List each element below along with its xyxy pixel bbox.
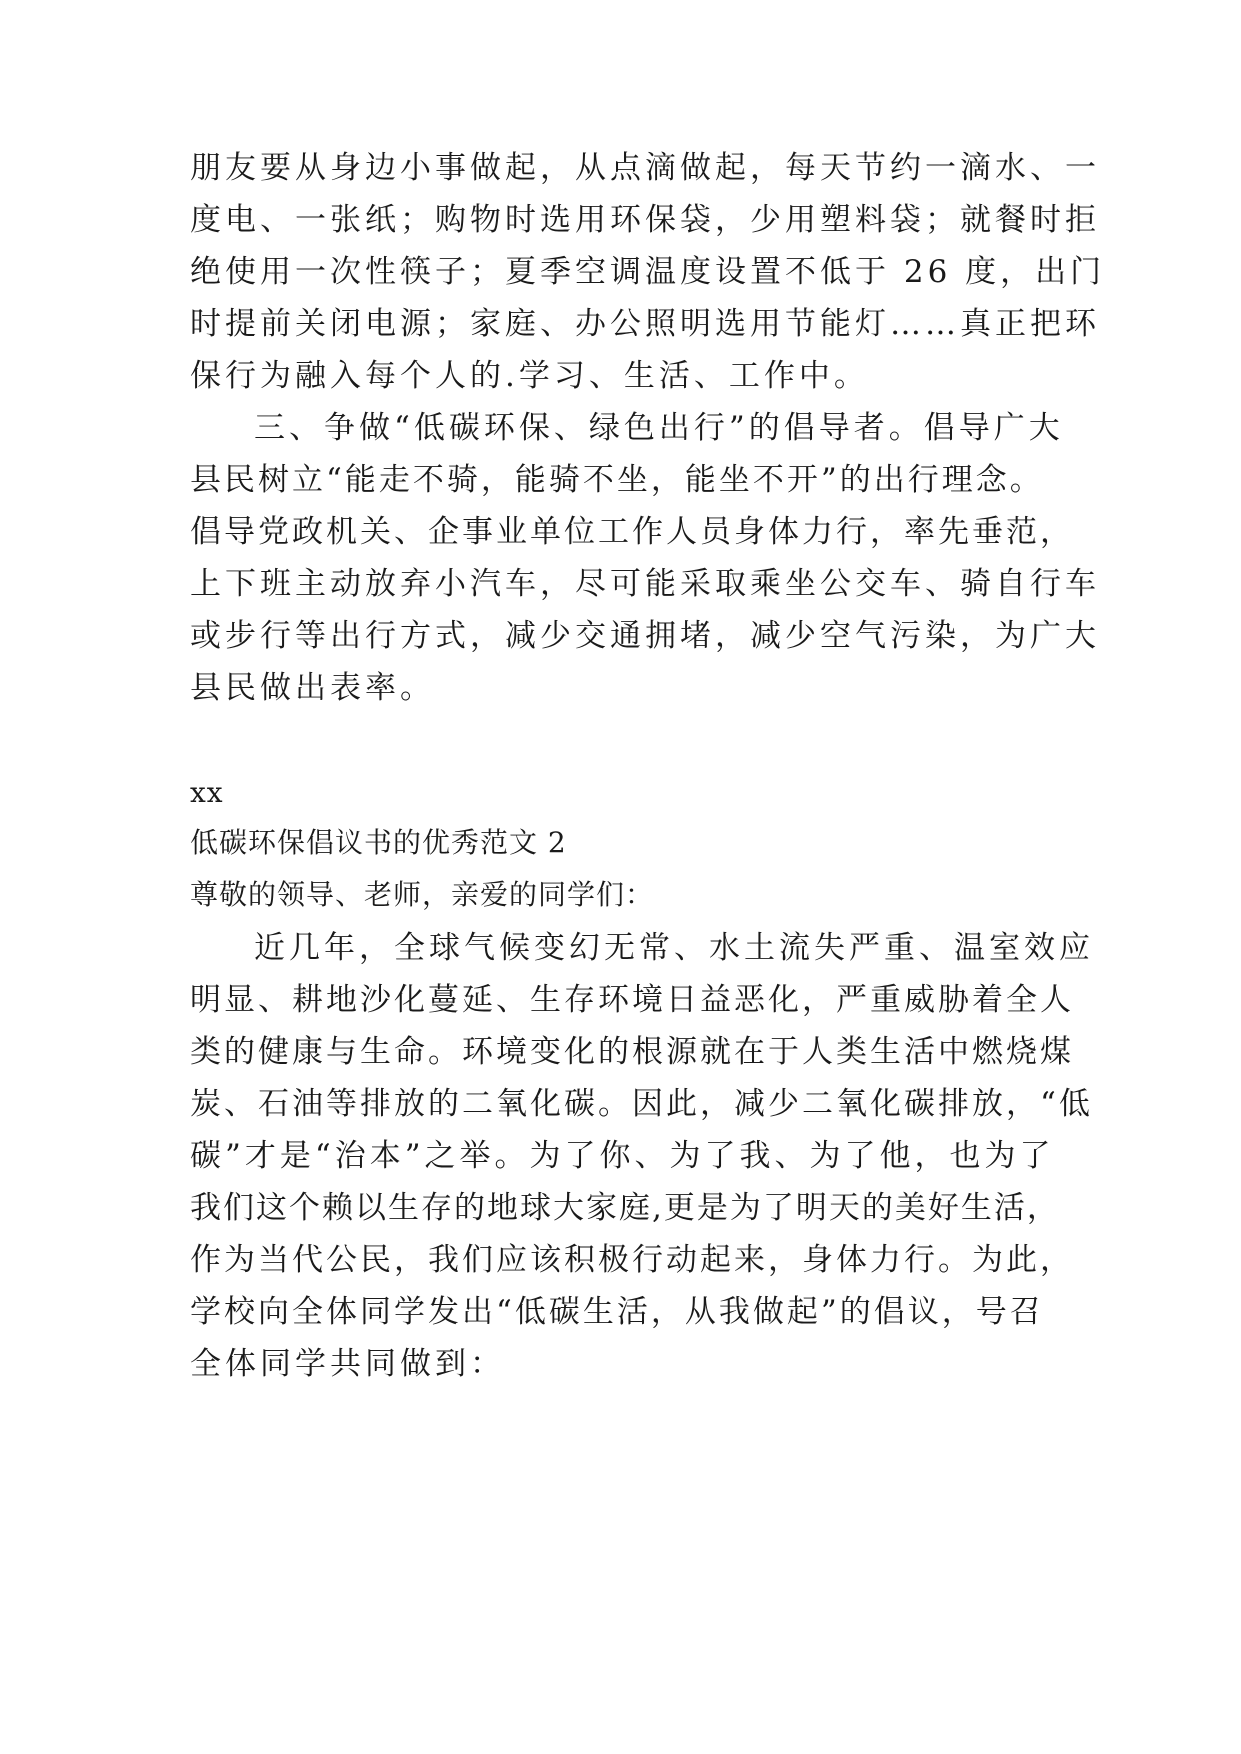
text-line: 炭、石油等排放的二氧化碳。因此，减少二氧化碳排放，“低 (190, 1086, 1093, 1122)
text-line: 明显、耕地沙化蔓延、生存环境日益恶化，严重威胁着全人 (190, 982, 1074, 1018)
section-title: 低碳环保倡议书的优秀范文 2 (190, 826, 567, 859)
text-line: 或步行等出行方式，减少交通拥堵，减少空气污染，为广大 (190, 618, 1100, 654)
text-line: 全体同学共同做到： (190, 1346, 505, 1382)
text-line: 近几年，全球气候变幻无常、水土流失严重、温室效应 (254, 930, 1094, 966)
text-line: 县民做出表率。 (190, 670, 435, 706)
text-line: 倡导党政机关、企事业单位工作人员身体力行，率先垂范， (190, 514, 1074, 550)
text-line: 时提前关闭电源；家庭、办公照明选用节能灯……真正把环 (190, 306, 1100, 342)
text-line: 朋友要从身边小事做起，从点滴做起，每天节约一滴水、一 (190, 150, 1100, 186)
text-line: 绝使用一次性筷子；夏季空调温度设置不低于 26 度，出门 (190, 254, 1106, 290)
text-line: 县民树立“能走不骑，能骑不坐，能坐不开”的出行理念。 (190, 462, 1044, 498)
text-line: 保行为融入每个人的.学习、生活、工作中。 (190, 358, 869, 394)
text-line: 上下班主动放弃小汽车，尽可能采取乘坐公交车、骑自行车 (190, 566, 1100, 602)
text-line: 我们这个赖以生存的地球大家庭,更是为了明天的美好生活， (190, 1190, 1060, 1226)
text-line: 度电、一张纸；购物时选用环保袋，少用塑料袋；就餐时拒 (190, 202, 1100, 238)
text-line: 三、争做“低碳环保、绿色出行”的倡导者。倡导广大 (254, 410, 1064, 446)
section-marker: xx (190, 776, 224, 809)
text-line: 类的健康与生命。环境变化的根源就在于人类生活中燃烧煤 (190, 1034, 1074, 1070)
text-line: 碳”才是“治本”之举。为了你、为了我、为了他，也为了 (190, 1138, 1055, 1174)
text-line: 学校向全体同学发出“低碳生活，从我做起”的倡议，号召 (190, 1294, 1044, 1330)
text-line: 作为当代公民，我们应该积极行动起来，身体力行。为此， (190, 1242, 1074, 1278)
salutation: 尊敬的领导、老师，亲爱的同学们： (190, 878, 655, 911)
